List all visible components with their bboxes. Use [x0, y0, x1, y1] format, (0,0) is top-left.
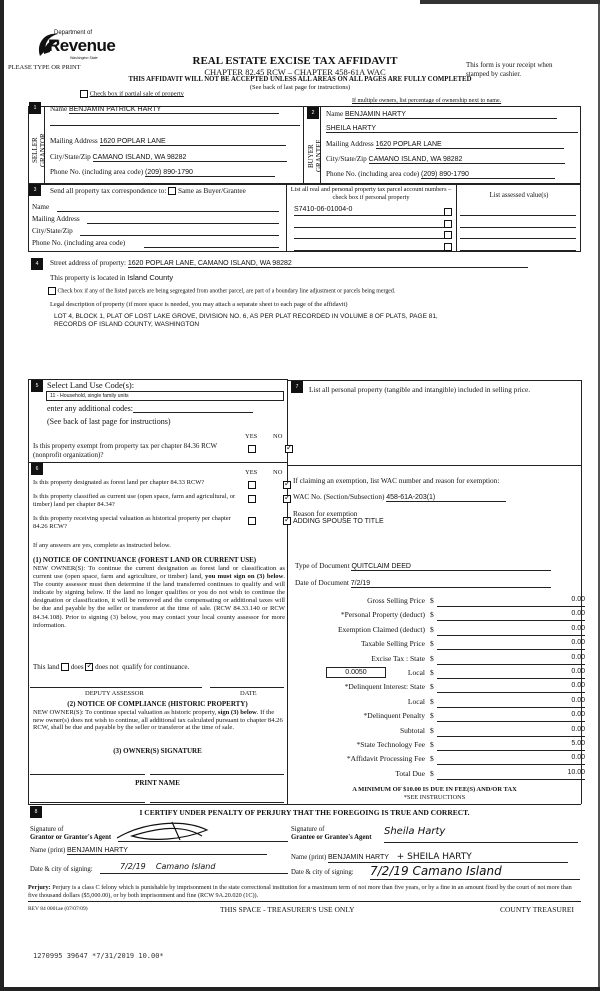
form-chapter: CHAPTER 82.45 RCW – CHAPTER 458-61A WAC	[204, 67, 386, 77]
seller-name-row: Name BENJAMIN PATRICK HARTY	[50, 105, 300, 114]
section-3-badge: 3	[29, 184, 41, 196]
receipt-note: This form is your receipt when stamped by cashier.	[466, 61, 553, 78]
exempt-no-checkbox[interactable]	[285, 445, 293, 453]
amount-value[interactable]: 0.00	[437, 726, 585, 737]
seller-city-field[interactable]: CAMANO ISLAND, WA 98282	[93, 154, 287, 162]
land-use-select[interactable]: 11 - Household, single family units	[46, 391, 284, 401]
assessed-header: List assessed value(s)	[489, 192, 549, 199]
designation-question: Is this property classified as current use (open space, farm and agricultural, or timber) land per chapter 84.34? ✓	[33, 493, 285, 513]
personal-property-checkbox[interactable]	[444, 220, 452, 228]
seller-name-field[interactable]: BENJAMIN PATRICK HARTY	[69, 106, 279, 114]
amount-label: *Personal Property (deduct)	[340, 610, 425, 620]
owner-signature-line-1[interactable]	[30, 774, 145, 775]
section-5-badge: 5	[31, 380, 43, 392]
parcel-header: List all real and personal property tax parcel account numbers – check box if personal property	[290, 186, 452, 201]
property-street-field[interactable]: 1620 POPLAR LANE, CAMANO ISLAND, WA 98282	[128, 260, 528, 268]
amount-label: Exemption Claimed (deduct)	[337, 624, 425, 634]
amount-row: Gross Selling Price $ 0.00	[367, 596, 585, 605]
amount-value[interactable]: 0.00	[437, 682, 585, 693]
corr-phone-field[interactable]	[144, 247, 279, 248]
amount-label: Taxable Selling Price	[360, 639, 425, 649]
amount-label: Subtotal	[399, 725, 425, 735]
amount-row: Excise Tax : State $ 0.00	[371, 653, 585, 663]
designation-yes-checkbox[interactable]	[248, 517, 256, 525]
corr-address-field[interactable]	[87, 223, 279, 224]
amount-label: *Delinquent Interest: State	[344, 682, 425, 692]
assessed-value-field[interactable]	[460, 218, 576, 228]
amount-row: Local $ 0.00	[407, 696, 585, 706]
parcel-row	[292, 206, 578, 217]
amount-label: Total Due	[395, 768, 425, 778]
document-date-field[interactable]: 7/2/19	[351, 580, 551, 588]
assessed-value-field[interactable]	[460, 206, 576, 216]
rev-number: REV 84 0001ae (07/07/09)	[28, 906, 88, 912]
amount-value[interactable]: 5.00	[437, 740, 585, 751]
amount-label: *Delinquent Penalty	[363, 711, 425, 721]
personal-property-label: List all personal property (tangible and intangible) included in selling price.	[309, 385, 531, 394]
assessed-value-field[interactable]	[460, 241, 576, 251]
amount-label: Local	[407, 696, 425, 706]
dor-logo	[34, 28, 116, 64]
notice2-body: NEW OWNER(S): To continue special valuation as historic property, sign (3) below. If the new owner(s) does not wish to continue, all additional tax calculated pursuant to chapter 84.26 RCW, shall be due and payable by the seller or transferor at the time of sale.	[33, 709, 283, 732]
parcel-row	[292, 241, 578, 252]
scan-edge-left	[0, 0, 4, 991]
parcel-number-field[interactable]	[294, 218, 444, 228]
perjury-notice: Perjury: Perjury is a class C felony which is punishable by imprisonment in the state correctional institution for a maximum term of not more than five years, or by a fine in an amount fixed by the court of not more than five thousand dollars ($5,000.00), or by both imprisonment and fine (RCW 9A.20.020 (1C)).	[28, 884, 572, 899]
assessor-date-line[interactable]	[210, 687, 284, 688]
designation-no-checkbox[interactable]	[283, 495, 291, 503]
property-county: Island County	[127, 273, 174, 282]
owner-print-line-2[interactable]	[150, 802, 284, 803]
grantor-date-city[interactable]: 7/2/19 Camano Island	[100, 862, 288, 874]
amount-row: *Delinquent Penalty $ 0.00	[363, 711, 585, 721]
treasurer-stamp: 1270995 39647 *7/31/2019 10.00*	[33, 952, 164, 960]
amount-label: *State Technology Fee	[356, 740, 425, 749]
amount-value[interactable]: 0.00	[437, 625, 585, 636]
partial-sale-checkbox[interactable]	[80, 90, 88, 98]
amount-label: Excise Tax : State	[371, 653, 425, 663]
owner-print-line-1[interactable]	[30, 802, 145, 803]
seller-side-label: SELLER GRANTOR	[31, 133, 47, 167]
section-6-badge: 6	[31, 463, 43, 475]
assessed-value-field[interactable]	[460, 229, 576, 239]
scan-edge-top	[420, 0, 600, 4]
amount-row: Subtotal $ 0.00	[399, 725, 585, 735]
certify-statement: I CERTIFY UNDER PENALTY OF PERJURY THAT THE FOREGOING IS TRUE AND CORRECT.	[139, 808, 470, 817]
amount-label: *Affidavit Processing Fee	[346, 754, 425, 764]
amount-row: Total Due $ 10.00	[395, 768, 585, 778]
parcel-number-field[interactable]	[294, 241, 444, 251]
seller-phone-field[interactable]: (209) 890-1790	[145, 169, 275, 177]
treasurer-use: THIS SPACE - TREASURER'S USE ONLY	[220, 905, 355, 914]
grantee-print-name[interactable]: BENJAMIN HARTY + SHEILA HARTY	[328, 852, 568, 863]
logo-state: Washington State	[70, 56, 98, 60]
amount-value[interactable]: 0.00	[437, 610, 585, 621]
amount-value[interactable]: 0.00	[437, 697, 585, 708]
buyer-city-field[interactable]: CAMANO ISLAND, WA 98282	[369, 156, 565, 164]
form-title: REAL ESTATE EXCISE TAX AFFIDAVIT	[192, 55, 398, 67]
parcel-row	[292, 218, 578, 229]
amount-row: *Affidavit Processing Fee $ 0.00	[346, 754, 585, 764]
segregated-checkbox[interactable]	[48, 287, 56, 295]
designation-no-checkbox[interactable]	[283, 481, 291, 489]
corr-name-field[interactable]	[57, 211, 279, 212]
personal-property-checkbox[interactable]	[444, 208, 452, 216]
legal-description: LOT 4, BLOCK 1, PLAT OF LOST LAKE GROVE, DIVISION NO. 6, AS PER PLAT RECORDED IN VOLUME 8 OF PLATS, PAGE 81, RECORDS OF ISLAND COUNTY, WASHINGTON	[54, 313, 438, 328]
corr-city-field[interactable]	[80, 235, 279, 236]
continuance-row: This land does ✓ does not qualify for continuance.	[33, 663, 189, 671]
parcel-row	[292, 229, 578, 240]
amount-row: Local $ 0.00	[407, 668, 585, 677]
grantee-signature[interactable]: Sheila Harty	[384, 826, 578, 843]
minimum-note: A MINIMUM OF $10.00 IS DUE IN FEE(S) AND/OR TAX	[352, 786, 517, 793]
partial-sale: Check box if partial sale of property	[80, 90, 184, 98]
amount-value[interactable]: 0.00	[437, 654, 585, 665]
amount-value[interactable]: 0.00	[437, 596, 585, 607]
amount-value[interactable]: 0.00	[437, 668, 585, 679]
document-type-field[interactable]: QUITCLAIM DEED	[351, 563, 551, 571]
amount-row: *Personal Property (deduct) $ 0.00	[340, 610, 585, 620]
exempt-question: Is this property exempt from property tax per chapter 84.36 RCW (nonprofit organization)?	[33, 442, 217, 459]
does-checkbox[interactable]	[61, 663, 69, 671]
section-4-badge: 4	[31, 258, 43, 270]
designation-no-checkbox[interactable]	[283, 517, 291, 525]
seller-name2-field[interactable]	[50, 125, 300, 126]
buyer-side-label: BUYER GRANTEE	[307, 139, 323, 173]
designation-question: Is this property receiving special valuation as historical property per chapter 84.26 RCW? ✓	[33, 515, 285, 535]
buyer-name2-field[interactable]: SHEILA HARTY	[326, 125, 578, 133]
notice2-title: (2) NOTICE OF COMPLIANCE (HISTORIC PROPERTY)	[67, 700, 248, 708]
designation-yes-checkbox[interactable]	[248, 495, 256, 503]
amount-value[interactable]: 10.00	[437, 769, 585, 780]
grantor-print-name[interactable]: BENJAMIN HARTY	[67, 847, 267, 855]
please-type: PLEASE TYPE OR PRINT	[8, 64, 81, 71]
amount-row: *Delinquent Interest: State $ 0.00	[344, 682, 585, 692]
amount-row: Exemption Claimed (deduct) $ 0.00	[337, 624, 585, 634]
wac-field[interactable]: 458-61A-203(1)	[386, 494, 506, 502]
legal-desc-label: Legal description of property (if more space is needed, you may attach a separate sheet to each page of the affidavit)	[50, 301, 348, 308]
grantee-date-city[interactable]: 7/2/19 Camano Island	[370, 864, 580, 880]
buyer-phone-field[interactable]: (209) 890-1790	[421, 171, 555, 179]
notice1-title: (1) NOTICE OF CONTINUANCE (FOREST LAND OR CURRENT USE)	[33, 556, 257, 564]
does-not-checkbox[interactable]	[85, 663, 93, 671]
buyer-address-field[interactable]: 1620 POPLAR LANE	[376, 141, 564, 149]
parcel-number-field[interactable]: S7410-06-01004-0	[294, 206, 444, 216]
amount-value[interactable]: 0.00	[437, 711, 585, 722]
exempt-yes-checkbox[interactable]	[248, 445, 256, 453]
form-warning: THIS AFFIDAVIT WILL NOT BE ACCEPTED UNLESS ALL AREAS ON ALL PAGES ARE FULLY COMPLETED	[128, 76, 472, 83]
amount-row: Taxable Selling Price $ 0.00	[360, 639, 585, 649]
notice1-body: NEW OWNER(S): To continue the current designation as forest land or classification as current use (open space, farm and agriculture, or timber) land, you must sign on (3) below. The county assessor must then determine if the land transferred continues to qualify and will indicate by signing below. If the land no longer qualifies or you do not wish to continue the designation or classification, it will be removed and the compensating or additional taxes will be due and payable by the seller or transferor at the time of sale. (RCW 84.33.140 or RCW 84.34.108). Prior to signing (3) below, you may contact your local county assessor for more information.	[33, 565, 285, 629]
amount-value[interactable]: 0.00	[437, 754, 585, 765]
seller-address-field[interactable]: 1620 POPLAR LANE	[100, 138, 286, 146]
personal-property-checkbox[interactable]	[444, 243, 452, 251]
designation-question: Is this property designated as forest land per chapter 84.33 RCW? ✓	[33, 479, 285, 499]
deputy-assessor-sig-line[interactable]	[30, 687, 202, 688]
land-use-label: Select Land Use Code(s):	[47, 380, 135, 390]
owner-signature-line-2[interactable]	[150, 774, 284, 775]
section-8-badge: 8	[30, 806, 42, 818]
logo-brand: Revenue	[48, 36, 116, 55]
amount-row: *State Technology Fee $ 5.00	[356, 740, 585, 749]
section-1-badge: 1	[29, 102, 41, 114]
local-rate-field[interactable]: 0.0050	[326, 667, 386, 678]
see-back-note: (See back of last page for instructions)	[249, 84, 351, 91]
scan-edge-bottom	[0, 987, 600, 991]
county-treasurer: COUNTY TREASUREI	[500, 905, 574, 914]
parcel-number-field[interactable]	[294, 229, 444, 239]
additional-codes-field[interactable]	[133, 404, 253, 413]
exemption-reason-field[interactable]: ADDING SPOUSE TO TITLE	[293, 518, 384, 525]
amount-value[interactable]: 0.00	[437, 639, 585, 650]
multiple-owners-note: If multiple owners, list percentage of ownership next to name.	[352, 98, 502, 104]
see-instructions: *SEE INSTRUCTIONS	[403, 794, 466, 801]
section-7-badge: 7	[291, 381, 303, 393]
buyer-name-field[interactable]: BENJAMIN HARTY	[345, 111, 557, 119]
section-2-badge: 2	[307, 107, 319, 119]
logo-dept: Department of	[54, 30, 93, 36]
amount-label: Local	[407, 668, 425, 677]
same-as-buyer-checkbox[interactable]	[168, 187, 176, 195]
designation-yes-checkbox[interactable]	[248, 481, 256, 489]
amount-label: Gross Selling Price	[367, 596, 425, 605]
personal-property-checkbox[interactable]	[444, 231, 452, 239]
